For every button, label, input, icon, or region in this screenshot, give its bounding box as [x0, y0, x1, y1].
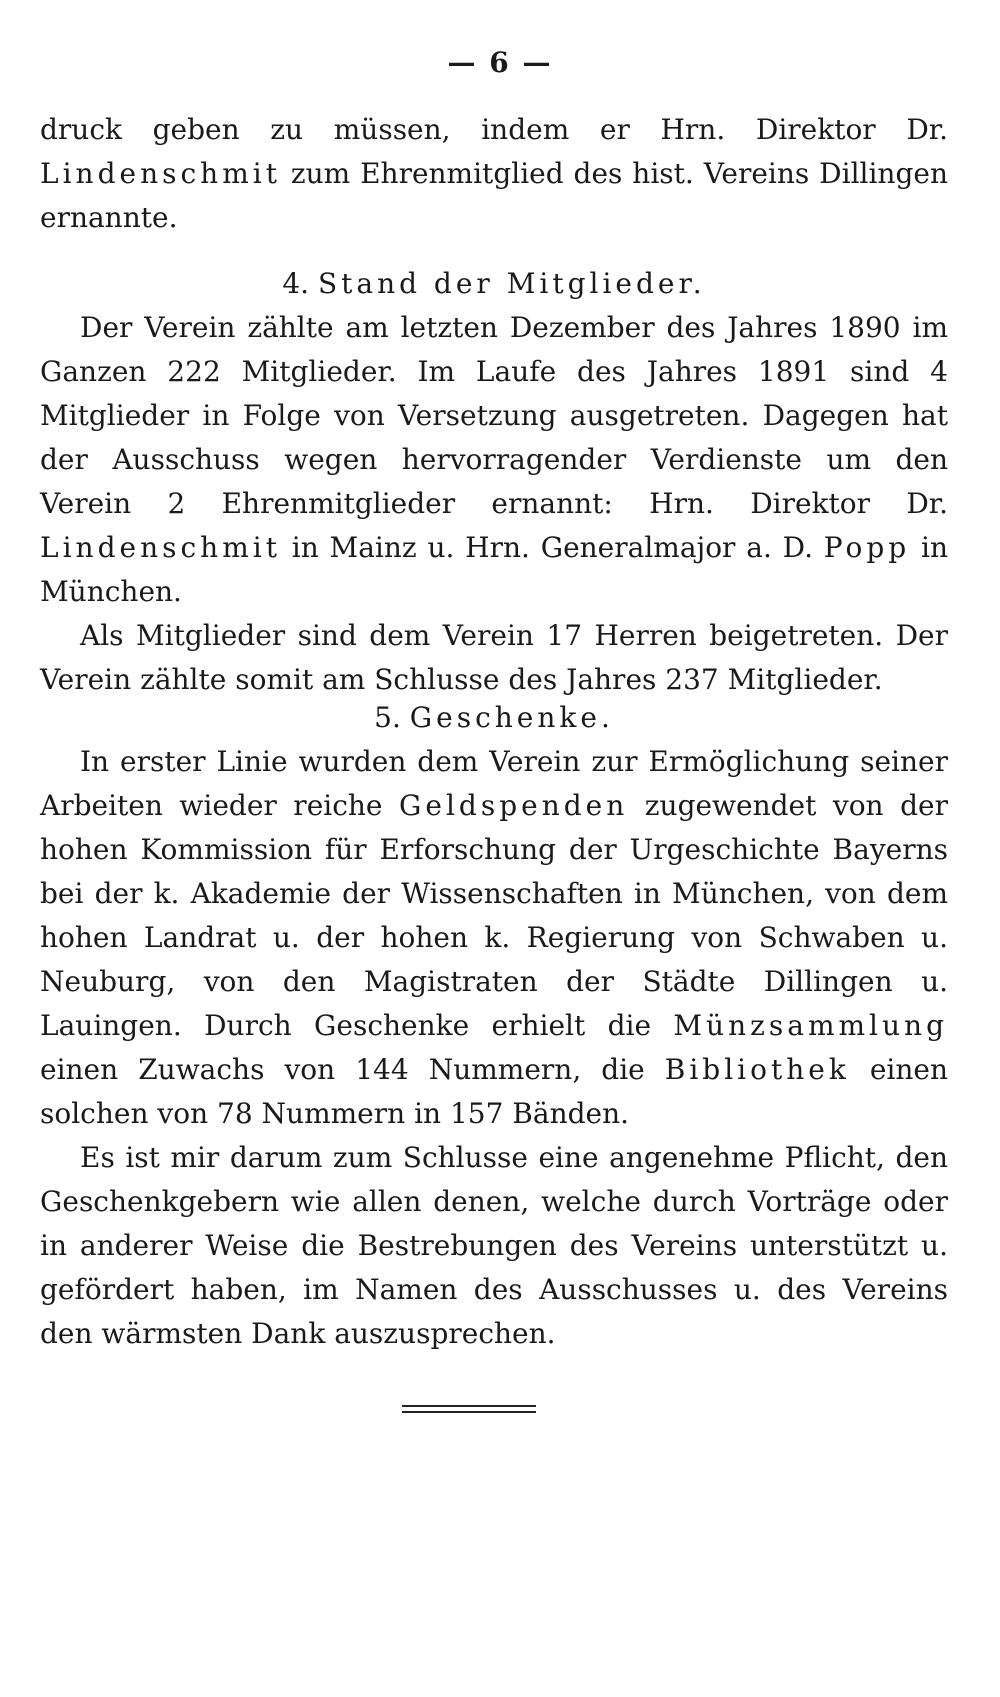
section-5-heading	[40, 696, 948, 740]
spaced-word-bibliothek: Bibliothek	[664, 1053, 850, 1086]
section-4	[40, 262, 948, 702]
section-4-number: 4.	[282, 267, 310, 300]
end-rule-top	[402, 1405, 536, 1407]
section-4-text-2: in Mainz u. Hrn. Generalmajor a. D.	[280, 531, 824, 564]
section-4-paragraph-2: Als Mitglieder sind dem Verein 17 Herren beigetreten. Der Verein zählte somit am Schlusse des Jahres 237 Mitglieder.	[40, 619, 948, 696]
section-5-paragraph-1	[40, 740, 948, 1136]
intro-paragraph-block	[40, 108, 948, 240]
section-4-title: Stand der Mitglieder.	[317, 267, 706, 300]
spaced-name-lindenschmit: Lindenschmit	[40, 157, 281, 190]
section-4-text-3: in München.	[40, 531, 949, 608]
spaced-word-geldspenden: Geldspenden	[399, 789, 629, 822]
section-5-text-2: zugewendet von der hohen Kommission für Erforschung der Urgeschichte Bayerns bei der k. Akademie der Wissenschaften in München, von dem hohen Landrat u. der hohen k. Regierung von Schwaben u. Neuburg, von den Magistraten der Städte Dillingen u. Lauingen. Durch Geschenke erhielt die	[40, 789, 948, 1042]
section-5-text-4: einen solchen von 78 Nummern in 157 Bänden.	[40, 1053, 949, 1130]
section-4-text-1: Der Verein zählte am letzten Dezember des Jahres 1890 im Ganzen 222 Mitglieder. Im Laufe des Jahres 1891 sind 4 Mitglieder in Folge von Versetzung ausgetreten. Dagegen hat der Ausschuss wegen hervorragender Verdienste um den Verein 2 Ehrenmitglieder ernannt: Hrn. Direktor Dr.	[40, 311, 948, 520]
spaced-name-lindenschmit: Lindenschmit	[40, 531, 281, 564]
end-rule-bottom	[402, 1411, 536, 1413]
section-5	[40, 696, 948, 1356]
section-5-title: Geschenke.	[409, 701, 614, 734]
page-number: — 6 —	[447, 46, 553, 79]
section-4-paragraph-1	[40, 306, 948, 614]
section-5-number: 5.	[374, 701, 401, 734]
intro-text-1: druck geben zu müssen, indem er Hrn. Direktor Dr.	[40, 113, 948, 146]
section-5-text-1: In erster Linie wurden dem Verein zur Ermöglichung seiner Arbeiten wieder reiche	[40, 745, 948, 822]
intro-text-2: zum Ehrenmitglied des hist. Vereins Dillingen ernannte.	[40, 157, 948, 234]
intro-paragraph	[40, 108, 948, 240]
section-5-text-3: einen Zuwachs von 144 Nummern, die	[40, 1053, 665, 1086]
spaced-word-muenzsammlung: Münzsammlung	[673, 1009, 948, 1042]
section-4-heading	[40, 262, 948, 306]
spaced-name-popp: Popp	[823, 531, 911, 564]
section-5-paragraph-2: Es ist mir darum zum Schlusse eine angenehme Pflicht, den Geschenkgebern wie allen denen, welche durch Vorträge oder in anderer Weise die Bestrebungen des Vereins unterstützt u. gefördert haben, im Namen des Ausschusses u. des Vereins den wärmsten Dank auszusprechen.	[40, 1141, 948, 1350]
